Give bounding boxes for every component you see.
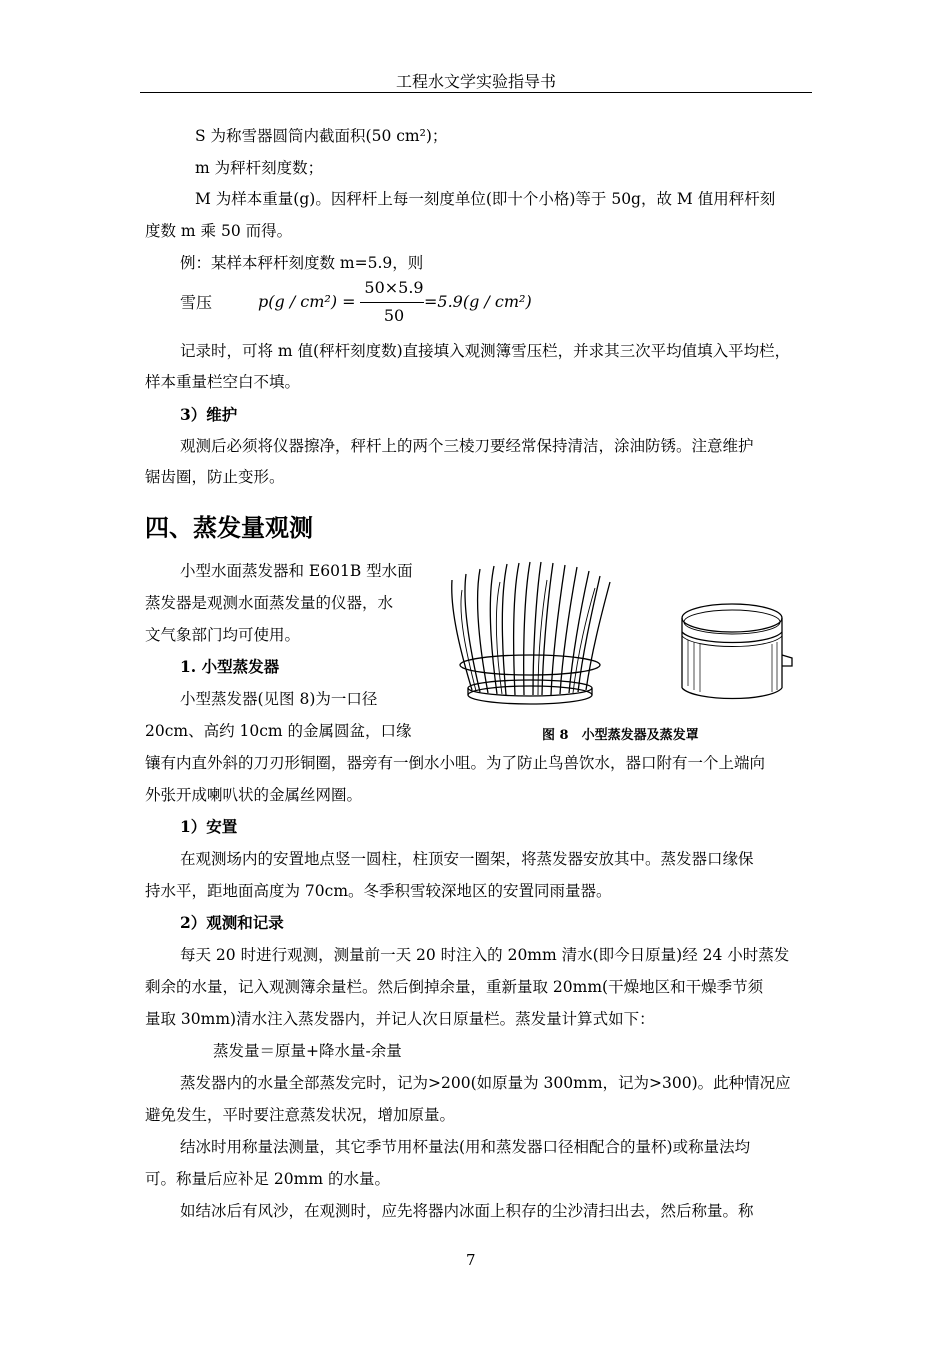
section-title: 四、蒸发量观测	[145, 514, 313, 542]
text-line: 度数 m 乘 50 而得。	[145, 222, 293, 240]
text-line: 量取 30mm)清水注入蒸发器内，并记人次日原量栏。蒸发量计算式如下：	[145, 1010, 655, 1028]
formula-label: 雪压	[180, 293, 213, 312]
text-line: 蒸发器内的水量全部蒸发完时，记为>200(如原量为 300mm，记为>300)。此种情况应	[180, 1074, 791, 1092]
page-header-title: 工程水文学实验指导书	[395, 72, 556, 91]
subsection-heading: 1）安置	[180, 817, 238, 836]
text-line: 持水平，距地面高度为 70cm。冬季积雪较深地区的安置同雨量器。	[145, 882, 612, 900]
text-line: m 为秤杆刻度数；	[195, 159, 324, 177]
subsection-heading: 2）观测和记录	[180, 913, 284, 932]
formula-numerator: 50×5.9	[364, 278, 424, 297]
page-number: 7	[466, 1251, 476, 1269]
text-line: 蒸发器是观测水面蒸发量的仪器，水	[145, 594, 394, 612]
formula-lhs: p(g / cm²) =	[258, 292, 356, 311]
text-line: 样本重量栏空白不填。	[145, 373, 301, 391]
formula-denominator: 50	[383, 306, 405, 325]
equation-line: 蒸发量＝原量+降水量-余量	[213, 1042, 402, 1060]
text-line: 锯齿圈，防止变形。	[145, 468, 285, 486]
text-line: 结冰时用称量法测量，其它季节用杯量法(用和蒸发器口径相配合的量杯)或称量法均	[180, 1138, 751, 1156]
text-line: 例：某样本秤杆刻度数 m=5.9，则	[180, 254, 424, 272]
fraction-bar	[360, 302, 424, 303]
text-line: 剩余的水量，记入观测簿余量栏。然后倒掉余量，重新量取 20mm(干燥地区和干燥季节须	[145, 978, 764, 996]
text-line: 如结冰后有风沙，在观测时，应先将器内冰面上积存的尘沙清扫出去，然后称量。称	[180, 1202, 754, 1220]
formula-rhs: =5.9(g / cm²)	[424, 292, 532, 311]
header-rule	[140, 92, 812, 93]
text-line: 可。称量后应补足 20mm 的水量。	[145, 1170, 390, 1188]
text-line: 20cm、高约 10cm 的金属圆盆，口缘	[145, 722, 412, 740]
text-line: 小型蒸发器(见图 8)为一口径	[180, 690, 378, 708]
text-line: 小型水面蒸发器和 E601B 型水面	[180, 562, 413, 580]
text-line: 在观测场内的安置地点竖一圆柱，柱顶安一圈架，将蒸发器安放其中。蒸发器口缘保	[180, 850, 754, 868]
text-line: 避免发生，平时要注意蒸发状况，增加原量。	[145, 1106, 456, 1124]
text-line: 记录时，可将 m 值(秤杆刻度数)直接填入观测簿雪压栏，并求其三次平均值填入平均栏，	[180, 342, 791, 360]
evaporator-figure	[440, 560, 820, 720]
text-line: 每天 20 时进行观测，测量前一天 20 时注入的 20mm 清水(即今日原量)经 24 小时蒸发	[180, 946, 790, 964]
subsection-heading: 1. 小型蒸发器	[180, 657, 280, 676]
text-line: 观测后必须将仪器擦净，秤杆上的两个三棱刀要经常保持清洁，涂油防锈。注意维护	[180, 437, 754, 455]
text-line: M 为样本重量(g)。因秤杆上每一刻度单位(即十个小格)等于 50g，故 M 值用秤杆刻	[195, 190, 776, 208]
text-line: S 为称雪器圆筒内截面积(50 cm²)；	[195, 127, 448, 145]
subsection-heading: 3）维护	[180, 405, 238, 424]
text-line: 外张开成喇叭状的金属丝网圈。	[145, 786, 363, 804]
text-line: 文气象部门均可使用。	[145, 626, 301, 644]
text-line: 镶有内直外斜的刀刃形铜圈，器旁有一倒水小咀。为了防止鸟兽饮水，器口附有一个上端向	[145, 754, 766, 772]
figure-caption: 图 8 小型蒸发器及蒸发罩	[542, 728, 699, 743]
